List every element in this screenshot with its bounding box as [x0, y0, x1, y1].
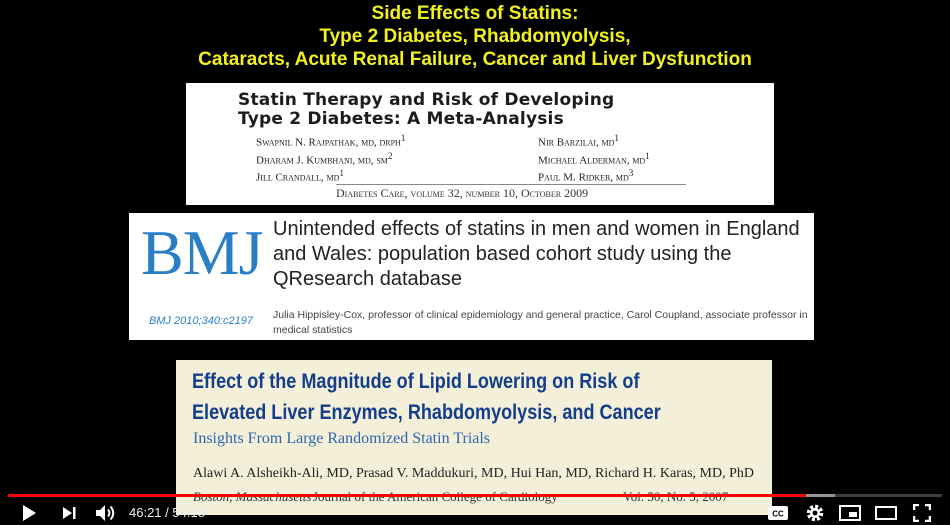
paper3-subtitle: Insights From Large Randomized Statin Trials: [193, 430, 491, 447]
progress-bar[interactable]: [8, 494, 942, 497]
play-icon: [21, 504, 37, 522]
superscript: 1: [400, 133, 406, 143]
paper-card-jacc: [176, 360, 772, 515]
theater-button[interactable]: [872, 502, 900, 524]
paper1-author: Dharam J. Kumbhani, md, $sm^2$: [256, 150, 393, 167]
paper1-authors-left: [256, 132, 405, 185]
paper3-authors: Alawi A. Alsheikh-Ali, MD, Prasad V. Maddukuri, MD, Hui Han, MD, Richard H. Karas, MD, PhD: [193, 466, 755, 481]
next-icon: [61, 505, 77, 521]
paper2-citation: BMJ 2010;340:c2197: [149, 315, 253, 327]
paper-card-bmj: [129, 213, 814, 340]
paper1-author: Swapnil N. Rajpathak, md, drph$^1$: [256, 133, 406, 149]
superscript: 1: [339, 168, 344, 179]
superscript: 1: [614, 133, 619, 143]
paper2-authors: Julia Hippisley-Cox, professor of clinical epidemiology and general practice, Carol Coupland, associate professor in medical statistics: [273, 309, 808, 336]
fullscreen-icon: [913, 504, 931, 522]
theater-icon: [875, 506, 897, 520]
buffered-bar: [806, 494, 835, 497]
miniplayer-button[interactable]: [836, 502, 864, 524]
volume-icon: [94, 504, 116, 522]
paper1-authors-right: [538, 132, 650, 185]
superscript: 1: [645, 150, 650, 161]
settings-icon: [805, 503, 825, 523]
paper3-title: [192, 366, 772, 428]
duration: 54:18: [172, 505, 205, 520]
time-separator: /: [161, 505, 173, 520]
paper1-author: Paul M. Ridker, $md^3$: [538, 168, 634, 184]
settings-button[interactable]: [801, 502, 829, 524]
play-button[interactable]: [16, 502, 42, 524]
paper1-title-line-2: Type 2 Diabetes: A Meta-Analysis: [238, 109, 564, 129]
fullscreen-button[interactable]: [908, 502, 936, 524]
current-time: 46:21: [129, 505, 162, 520]
slide-title-line-2: Type 2 Diabetes, Rhabdomyolysis,: [319, 26, 631, 47]
slide-title-line-3: Cataracts, Acute Renal Failure, Cancer and Liver Dysfunction: [198, 49, 752, 70]
paper1-title-line-1: Statin Therapy and Risk of Developing: [238, 90, 615, 110]
captions-icon: [767, 505, 789, 521]
paper1-author: Jill Crandall, $md^1$: [256, 168, 344, 184]
paper-card-diabetes-care: [186, 83, 774, 205]
paper1-author: Michael Alderman, $md^1$: [538, 150, 650, 167]
captions-button[interactable]: [764, 502, 792, 524]
superscript: 2: [387, 150, 393, 161]
paper3-title-line-2: Elevated Liver Enzymes, Rhabdomyolysis, and Cancer: [192, 401, 661, 424]
paper1-author: Nir Barzilai, $md^1$: [538, 133, 619, 149]
paper3-title-line-1: Effect of the Magnitude of Lipid Lowering on Risk of: [192, 370, 640, 393]
bmj-logo: BMJ: [141, 217, 263, 288]
slide-title-line-1: Side Effects of Statins:: [371, 3, 579, 24]
svg-text:CC: CC: [772, 509, 784, 519]
superscript: 3: [628, 168, 634, 179]
paper1-title: [238, 91, 614, 129]
paper2-title: Unintended effects of statins in men and women in England and Wales: population based cohort study using the QResearch database: [273, 218, 800, 290]
volume-button[interactable]: [92, 502, 118, 524]
played-bar: [8, 494, 806, 497]
paper1-source: Diabetes Care, volume 32, number 10, October 2009: [336, 184, 686, 201]
time-display: [129, 505, 205, 521]
miniplayer-icon: [839, 505, 861, 521]
next-button[interactable]: [56, 502, 82, 524]
